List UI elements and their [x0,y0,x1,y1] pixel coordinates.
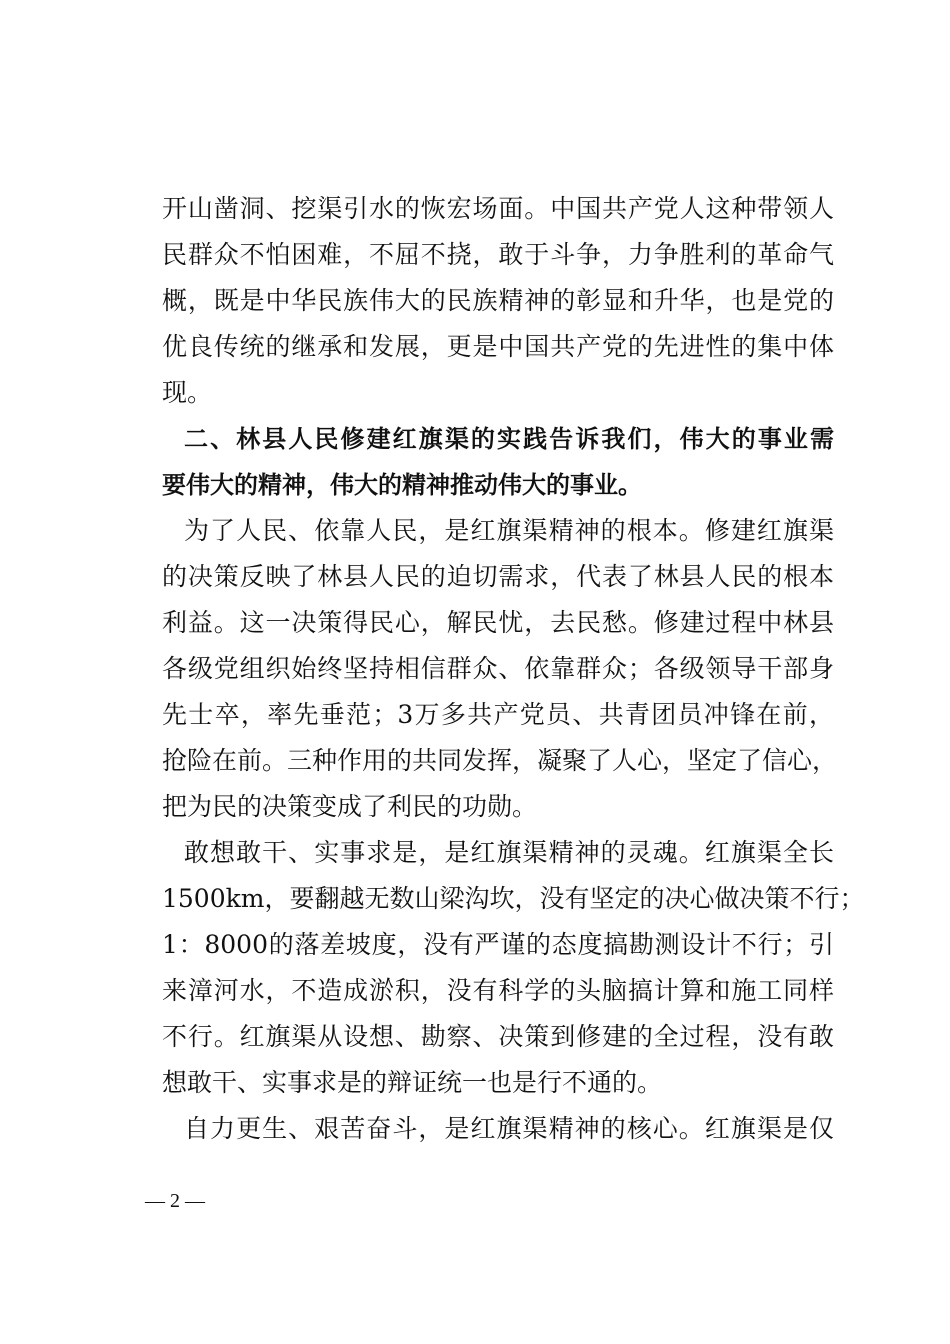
paragraph-line: 利益。这一决策得民心，解民忧，去民愁。修建过程中林县 [162,608,834,637]
paragraph-line: 民群众不怕困难，不屈不挠，敢于斗争，力争胜利的革命气 [162,240,834,269]
paragraph-line: 不行。红旗渠从设想、勘察、决策到修建的全过程，没有敢 [162,1022,834,1051]
paragraph-line: 把为民的决策变成了利民的功勋。 [162,792,538,821]
paragraph-line: 的决策反映了林县人民的迫切需求，代表了林县人民的根本 [162,562,834,591]
paragraph-line: 概，既是中华民族伟大的民族精神的彰显和升华，也是党的 [162,286,834,315]
paragraph-line: 各级党组织始终坚持相信群众、依靠群众；各级领导干部身 [162,654,834,683]
paragraph-line: 抢险在前。三种作用的共同发挥，凝聚了人心，坚定了信心， [162,746,838,775]
page-number: — 2 — [145,1190,205,1212]
section-heading: 二、林县人民修建红旗渠的实践告诉我们，伟大的事业需 [184,425,834,453]
paragraph-line: 开山凿洞、挖渠引水的恢宏场面。中国共产党人这种带领人 [162,194,834,223]
paragraph-line: 现。 [162,378,213,407]
paragraph-line: 想敢干、实事求是的辩证统一也是行不通的。 [162,1068,663,1097]
paragraph-line: 先士卒，率先垂范；3万多共产党员、共青团员冲锋在前， [162,700,834,729]
paragraph-line: 1500km，要翻越无数山梁沟坎，没有坚定的决心做决策不行； [162,884,865,913]
paragraph-line: 为了人民、依靠人民，是红旗渠精神的根本。修建红旗渠 [184,516,834,545]
section-heading: 要伟大的精神，伟大的精神推动伟大的事业。 [162,471,642,499]
paragraph-line: 敢想敢干、实事求是，是红旗渠精神的灵魂。红旗渠全长 [184,838,834,867]
paragraph-line: 自力更生、艰苦奋斗，是红旗渠精神的核心。红旗渠是仅 [184,1114,834,1143]
paragraph-line: 1：8000的落差坡度，没有严谨的态度搞勘测设计不行；引 [162,930,834,959]
paragraph-line: 优良传统的继承和发展，更是中国共产党的先进性的集中体 [162,332,834,361]
paragraph-line: 来漳河水，不造成淤积，没有科学的头脑搞计算和施工同样 [162,976,834,1005]
